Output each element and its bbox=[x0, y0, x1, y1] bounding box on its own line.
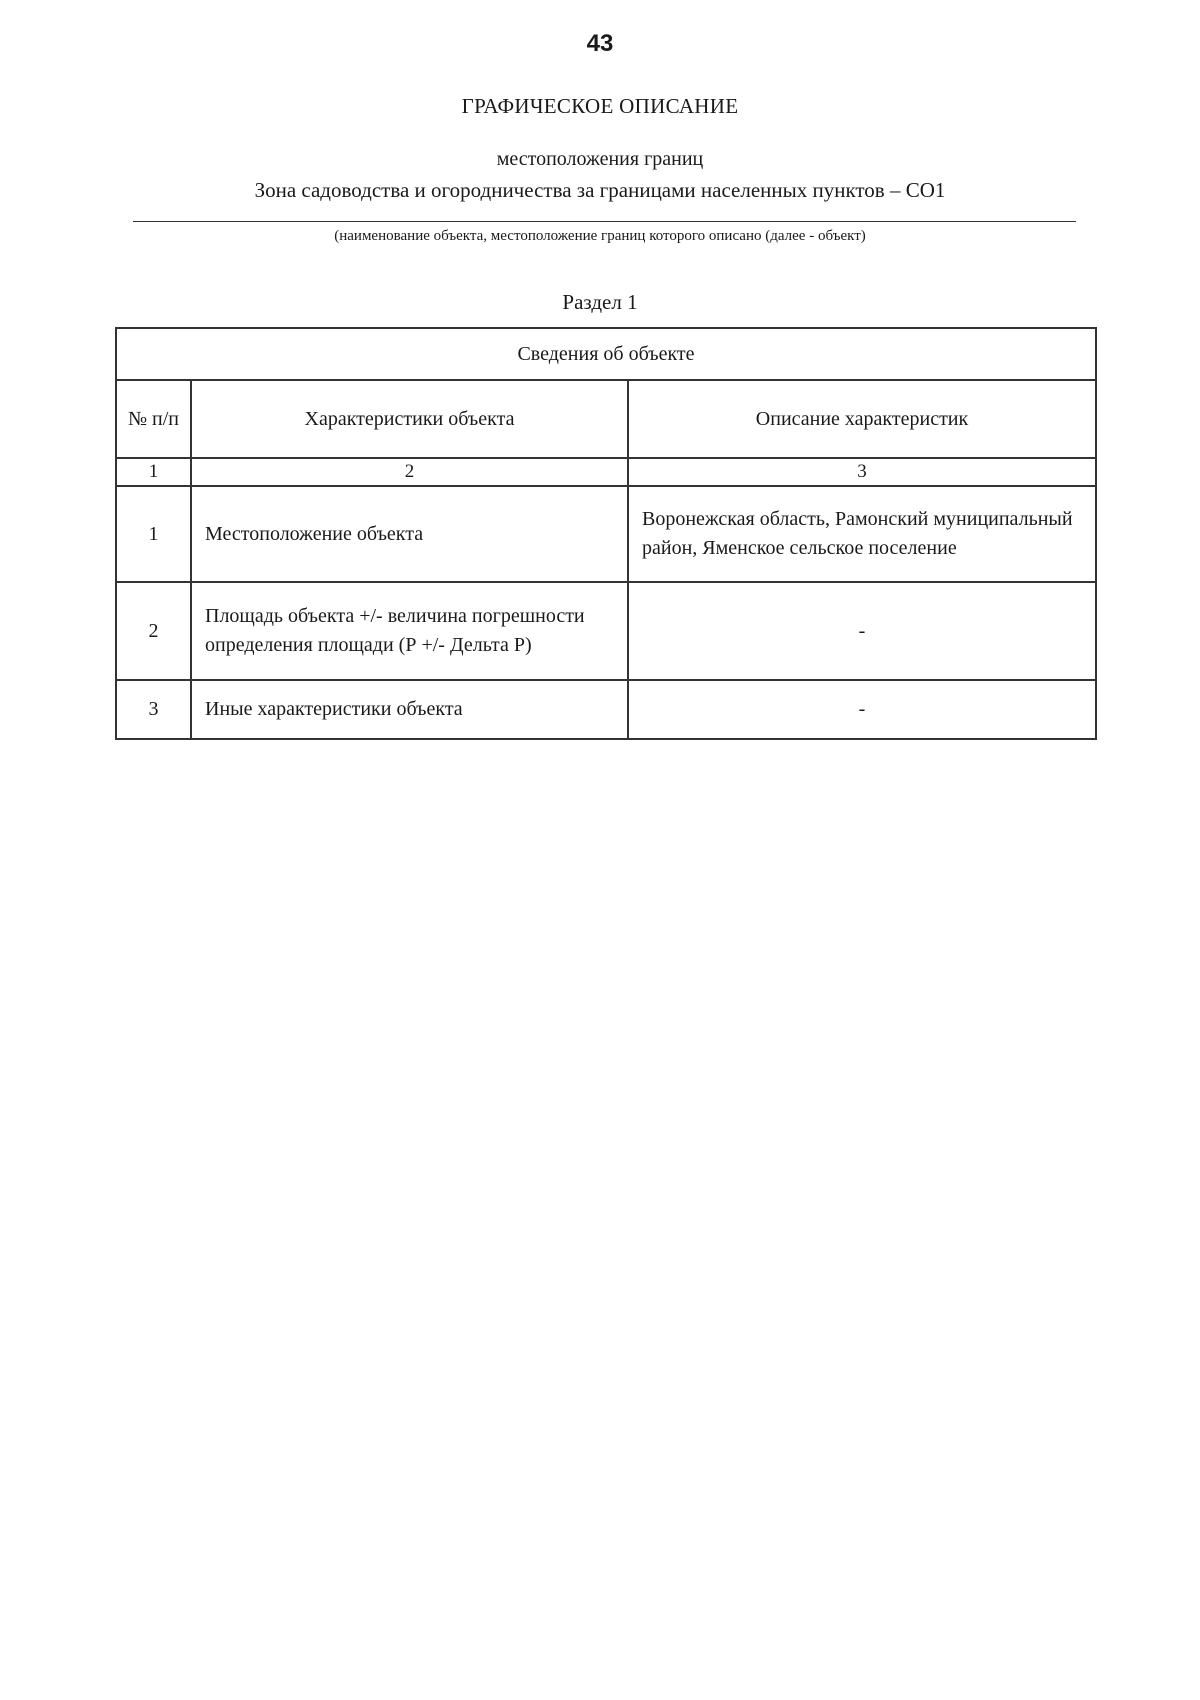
row-description: - bbox=[628, 680, 1096, 739]
row-characteristic: Площадь объекта +/- величина погрешности определения площади (Р +/- Дельта Р) bbox=[191, 582, 628, 680]
column-number-row bbox=[116, 458, 1096, 486]
row-number: 3 bbox=[116, 680, 191, 739]
document-subtitle: местоположения границ bbox=[496, 148, 704, 170]
object-name-underline bbox=[133, 221, 1076, 222]
table-caption-row bbox=[116, 328, 1096, 380]
row-description: Воронежская область, Рамонский муниципальный район, Яменское сельское поселение bbox=[628, 486, 1096, 582]
column-header-characteristic: Характеристики объекта bbox=[191, 380, 628, 458]
row-description: - bbox=[628, 582, 1096, 680]
object-info-table bbox=[115, 327, 1097, 740]
table-header-row bbox=[116, 380, 1096, 458]
page-number: 43 bbox=[586, 30, 614, 57]
column-number: 3 bbox=[628, 458, 1096, 486]
document-title: ГРАФИЧЕСКОЕ ОПИСАНИЕ bbox=[461, 94, 739, 118]
column-header-number: № п/п bbox=[116, 380, 191, 458]
table-row bbox=[116, 680, 1096, 739]
object-name: Зона садоводства и огородничества за границами населенных пунктов – СО1 bbox=[254, 178, 946, 202]
column-number: 2 bbox=[191, 458, 628, 486]
column-header-description: Описание характеристик bbox=[628, 380, 1096, 458]
table-caption: Сведения об объекте bbox=[116, 328, 1096, 380]
row-number: 1 bbox=[116, 486, 191, 582]
table-row bbox=[116, 486, 1096, 582]
section-title: Раздел 1 bbox=[562, 290, 638, 314]
row-characteristic: Иные характеристики объекта bbox=[191, 680, 628, 739]
object-name-caption: (наименование объекта, местоположение границ которого описано (далее - объект) bbox=[334, 228, 866, 244]
row-characteristic: Местоположение объекта bbox=[191, 486, 628, 582]
row-number: 2 bbox=[116, 582, 191, 680]
table-row bbox=[116, 582, 1096, 680]
column-number: 1 bbox=[116, 458, 191, 486]
